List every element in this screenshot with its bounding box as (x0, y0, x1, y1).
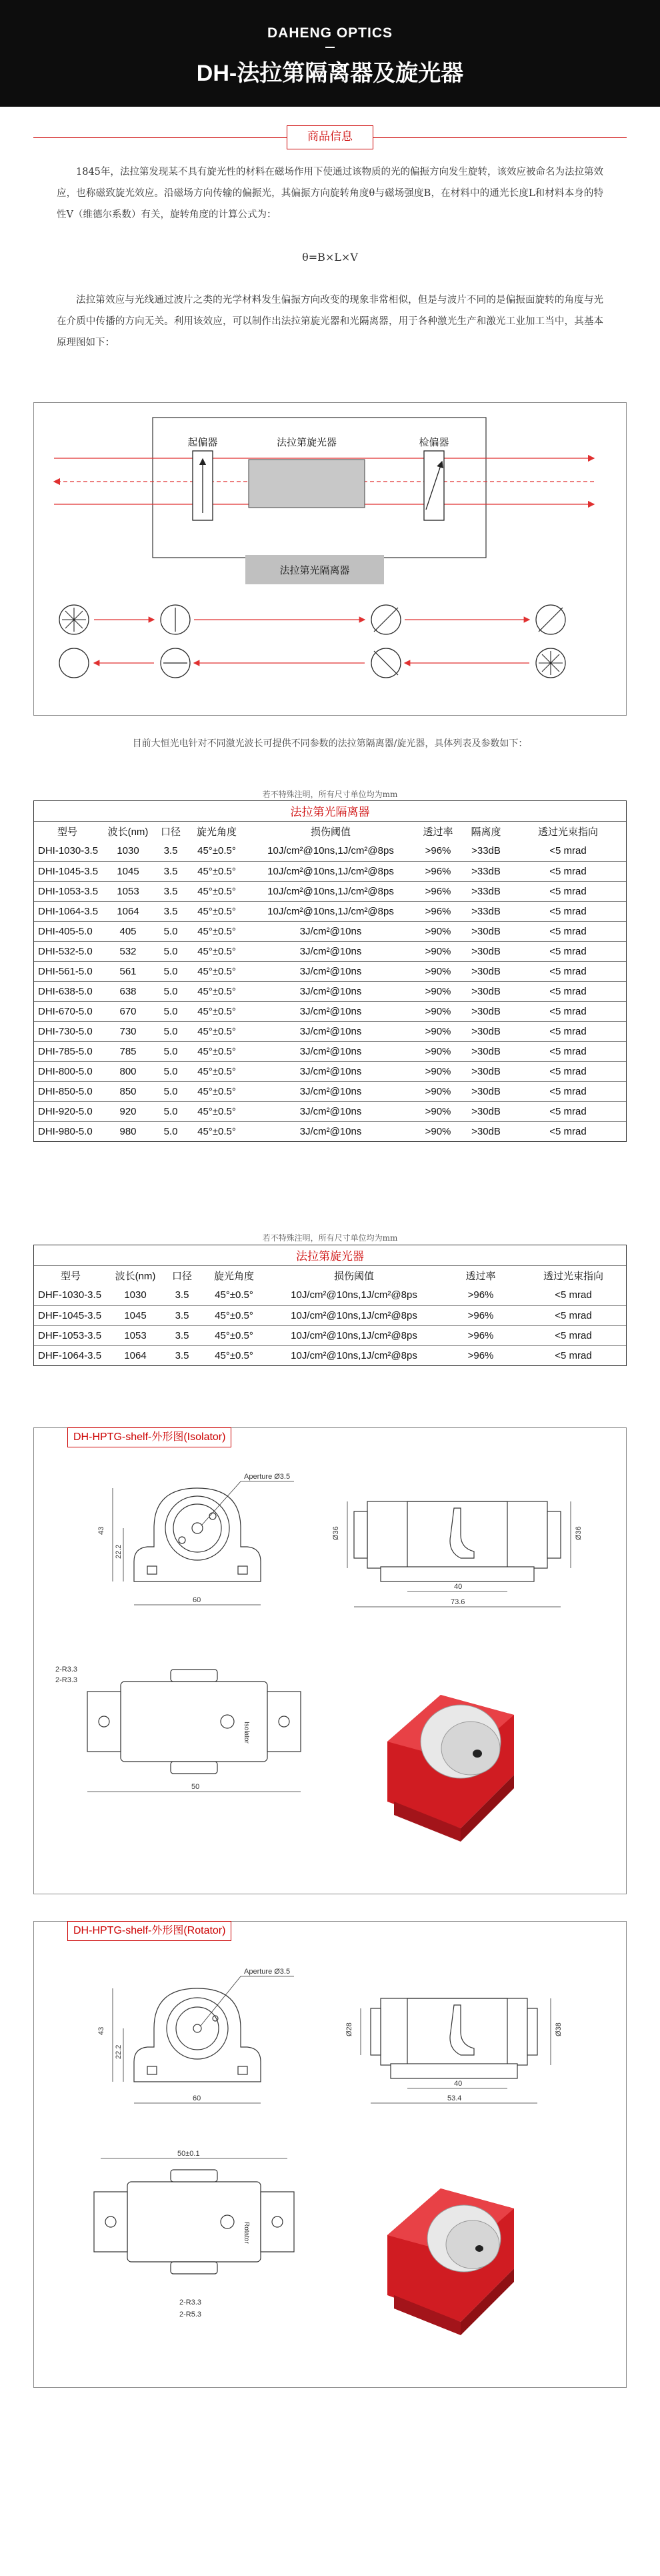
table-cell: 5.0 (163, 1105, 178, 1117)
table-cell: 800 (119, 1065, 137, 1077)
table-cell: DHI-561-5.0 (38, 965, 93, 977)
table-cell: 10J/cm²@10ns,1J/cm²@8ps (267, 845, 394, 857)
isolator-drawing-tag: DH-HPTG-shelf-外形图(Isolator) (67, 1427, 231, 1447)
table-cell: <5 mrad (555, 1289, 592, 1301)
brand-divider (325, 47, 335, 48)
table-cell: <5 mrad (549, 985, 587, 997)
principle-diagram (33, 402, 627, 716)
table-cell: 1030 (117, 845, 139, 857)
isolator-table-row (34, 1121, 626, 1141)
table-cell: 785 (119, 1045, 137, 1057)
isolator-drawing-svg (34, 1428, 627, 1895)
rotator-table (33, 1245, 627, 1366)
isolator-dim-r2: 2-R3.3 (55, 1676, 78, 1684)
table-cell: >90% (425, 925, 451, 937)
info-section-tag: 商品信息 (287, 125, 373, 149)
table-cell: >90% (425, 945, 451, 957)
table-cell: 5.0 (163, 965, 178, 977)
isolator-table-row (34, 921, 626, 941)
table-cell: 10J/cm²@10ns,1J/cm²@8ps (267, 905, 394, 917)
table-cell: >30dB (471, 925, 501, 937)
table-cell: >30dB (471, 1125, 501, 1137)
table-cell: 10J/cm²@10ns,1J/cm²@8ps (291, 1349, 417, 1361)
table-cell: 3J/cm²@10ns (299, 945, 362, 957)
table-cell: DHI-1045-3.5 (38, 865, 99, 877)
table-cell: 45°±0.5° (197, 845, 236, 857)
table-cell: >30dB (471, 965, 501, 977)
table-cell: >30dB (471, 1025, 501, 1037)
col-header: 波长(nm) (115, 1270, 156, 1282)
col-header: 损伤阈值 (310, 826, 351, 838)
table-cell: 45°±0.5° (197, 885, 236, 897)
isolator-table-row (34, 1081, 626, 1101)
isolator-table-row (34, 861, 626, 881)
table-cell: <5 mrad (549, 1085, 587, 1097)
isolator-table-row (34, 1041, 626, 1061)
table-cell: DHI-980-5.0 (38, 1125, 93, 1137)
table-cell: >33dB (471, 905, 501, 917)
table-cell: 3J/cm²@10ns (299, 965, 362, 977)
col-header: 透过光束指向 (537, 826, 598, 838)
col-header: 透过率 (465, 1270, 496, 1282)
table-cell: >96% (467, 1329, 494, 1341)
isolator-table-title: 法拉第光隔离器 (34, 801, 626, 821)
table-cell: 45°±0.5° (197, 985, 236, 997)
table-cell: <5 mrad (555, 1329, 592, 1341)
table-cell: 3.5 (175, 1309, 189, 1321)
table-cell: DHI-920-5.0 (38, 1105, 93, 1117)
table-cell: DHI-532-5.0 (38, 945, 93, 957)
table-cell: 5.0 (163, 1025, 178, 1037)
brand-name: DAHENG OPTICS (267, 25, 393, 41)
isolator-table-header-row (34, 821, 626, 841)
table-cell: 45°±0.5° (197, 905, 236, 917)
table-cell: >33dB (471, 865, 501, 877)
table-cell: DHI-850-5.0 (38, 1085, 93, 1097)
isolator-table-row (34, 941, 626, 961)
table-cell: 3.5 (163, 905, 178, 917)
table-cell: 730 (119, 1025, 137, 1037)
table-cell: 405 (119, 925, 137, 937)
table-cell: >90% (425, 1065, 451, 1077)
principle-diagram-svg (34, 403, 627, 716)
table-cell: >96% (425, 885, 451, 897)
table-cell: 10J/cm²@10ns,1J/cm²@8ps (267, 865, 394, 877)
table-cell: DHF-1030-3.5 (38, 1289, 102, 1301)
table-cell: >30dB (471, 1045, 501, 1057)
table-cell: 5.0 (163, 925, 178, 937)
table-cell: DHI-405-5.0 (38, 925, 93, 937)
table-cell: 1053 (124, 1329, 147, 1341)
isolator-product-render (387, 1695, 514, 1842)
table-cell: 5.0 (163, 1125, 178, 1137)
isolator-table (33, 800, 627, 1142)
col-header: 旋光角度 (213, 1270, 254, 1282)
rotator-dim-43: 43 (97, 2026, 105, 2035)
table-cell: 45°±0.5° (197, 965, 236, 977)
table-cell: <5 mrad (549, 965, 587, 977)
table-cell: 45°±0.5° (197, 1025, 236, 1037)
table-cell: 980 (119, 1125, 137, 1137)
table-cell: 45°±0.5° (215, 1329, 253, 1341)
rotator-table-header-row (34, 1265, 626, 1285)
table-intro-caption: 目前大恒光电针对不同激光波长可提供不同参数的法拉第隔离器/旋光器，具体列表及参数如下： (132, 738, 528, 749)
table-cell: <5 mrad (549, 845, 587, 857)
table-cell: 670 (119, 1005, 137, 1017)
table-cell: >90% (425, 965, 451, 977)
isolator-table-row (34, 1001, 626, 1021)
col-header: 口径 (160, 826, 181, 838)
table-cell: >96% (467, 1289, 494, 1301)
table-cell: 3J/cm²@10ns (299, 925, 362, 937)
rotator-aperture-label: Aperture Ø3.5 (244, 1968, 291, 1976)
table-cell: 850 (119, 1085, 137, 1097)
isolator-drawing-panel (33, 1427, 627, 1894)
table-cell: 3J/cm²@10ns (299, 1065, 362, 1077)
col-header: 型号 (60, 1270, 81, 1282)
table-cell: 3J/cm²@10ns (299, 1125, 362, 1137)
table-cell: DHF-1064-3.5 (38, 1349, 102, 1361)
table-cell: 3.5 (175, 1329, 189, 1341)
col-header: 透过光束指向 (543, 1270, 603, 1282)
table-cell: >90% (425, 1025, 451, 1037)
table-cell: >30dB (471, 1065, 501, 1077)
table-cell: 920 (119, 1105, 137, 1117)
analyzer-label: 检偏器 (419, 436, 449, 448)
rotator-label: 法拉第旋光器 (276, 436, 337, 448)
table-cell: 1045 (124, 1309, 147, 1321)
rotator-drawing-panel (33, 1921, 627, 2388)
table-cell: DHI-785-5.0 (38, 1045, 93, 1057)
col-header: 隔离度 (471, 826, 501, 838)
rotator-table-row (34, 1285, 626, 1305)
col-header: 旋光角度 (196, 826, 237, 838)
table-cell: 45°±0.5° (197, 1085, 236, 1097)
polarizer-label: 起偏器 (187, 436, 218, 448)
table-cell: <5 mrad (549, 1045, 587, 1057)
table-cell: >90% (425, 1045, 451, 1057)
table-cell: <5 mrad (549, 905, 587, 917)
table-cell: DHI-800-5.0 (38, 1065, 93, 1077)
table-cell: >30dB (471, 945, 501, 957)
table-cell: <5 mrad (549, 885, 587, 897)
table-cell: <5 mrad (549, 1065, 587, 1077)
isolator-table-row (34, 1101, 626, 1121)
isolator-table-row (34, 881, 626, 901)
table-cell: >33dB (471, 885, 501, 897)
intro-paragraph: 1845年，法拉第发现某不具有旋光性的材料在磁场作用下使通过该物质的光的偏振方向发生旋转，该效应被命名为法拉第效应，也称磁致旋光效应。沿磁场方向传输的偏振光，其偏振方向旋转角度θ与磁场强度B，在材料中的通光长度L和材料本身的特性V（维德尔系数）有关，旋转角度的计算公式为： (57, 167, 603, 220)
table-cell: 45°±0.5° (197, 865, 236, 877)
rotator-dim-40: 40 (454, 2080, 463, 2088)
isolator-table-body (34, 841, 626, 1141)
isolator-table-row (34, 901, 626, 921)
table-cell: 45°±0.5° (197, 1005, 236, 1017)
table-cell: <5 mrad (549, 945, 587, 957)
rotator-drawing-tag: DH-HPTG-shelf-外形图(Rotator) (67, 1921, 231, 1941)
table-cell: 3.5 (163, 885, 178, 897)
col-header: 损伤阈值 (333, 1270, 374, 1282)
rotator-dim-r1: 2-R3.3 (179, 2299, 202, 2307)
table-cell: 1064 (117, 905, 139, 917)
isolator-dim-22: 22.2 (115, 1544, 123, 1559)
table-cell: 10J/cm²@10ns,1J/cm²@8ps (291, 1329, 417, 1341)
table-cell: >90% (425, 1125, 451, 1137)
isolator-dim-73: 73.6 (451, 1598, 465, 1606)
table-cell: <5 mrad (549, 1125, 587, 1137)
table-cell: DHF-1053-3.5 (38, 1329, 102, 1341)
isolator-dim-40: 40 (454, 1583, 463, 1591)
isolator-aperture-label: Aperture Ø3.5 (244, 1473, 291, 1481)
isolator-dim-r1: 2-R3.3 (55, 1666, 78, 1674)
isolator-table-row (34, 981, 626, 1001)
table-cell: >90% (425, 985, 451, 997)
table-cell: 1053 (117, 885, 139, 897)
table-cell: DHI-1030-3.5 (38, 845, 99, 857)
table-cell: 5.0 (163, 1045, 178, 1057)
table-cell: <5 mrad (549, 865, 587, 877)
rotator-table-note: 若不特殊注明，所有尺寸单位均为mm (262, 1233, 398, 1243)
table-cell: >30dB (471, 1005, 501, 1017)
rotator-table-row (34, 1325, 626, 1345)
table-cell: 45°±0.5° (197, 1065, 236, 1077)
table-cell: 5.0 (163, 1065, 178, 1077)
rotator-product-render (387, 2188, 514, 2335)
isolator-table-note: 若不特殊注明，所有尺寸单位均为mm (262, 790, 398, 799)
table-cell: >30dB (471, 985, 501, 997)
isolator-dim-43: 43 (97, 1526, 105, 1535)
principle-paragraph: 法拉第效应与光线通过波片之类的光学材料发生偏振方向改变的现象非常相似，但是与波片不同的是偏振面旋转的角度与光在介质中传播的方向无关。利用该效应，可以制作出法拉第旋光器和光隔离器，用于各种激光生产和激光工业加工当中，其基本原理图如下： (57, 295, 603, 348)
table-cell: 532 (119, 945, 137, 957)
table-cell: 5.0 (163, 1005, 178, 1017)
table-cell: 3J/cm²@10ns (299, 1105, 362, 1117)
isolator-table-row (34, 961, 626, 981)
rotator-dim-50: 50±0.1 (177, 2150, 200, 2158)
rotator-device-text: Rotator (243, 2222, 250, 2244)
table-cell: 561 (119, 965, 137, 977)
table-cell: <5 mrad (549, 1005, 587, 1017)
table-cell: 5.0 (163, 945, 178, 957)
table-cell: DHI-638-5.0 (38, 985, 93, 997)
rotator-table-row (34, 1345, 626, 1365)
isolator-dim-50: 50 (191, 1783, 200, 1791)
table-cell: DHI-670-5.0 (38, 1005, 93, 1017)
table-cell: >30dB (471, 1085, 501, 1097)
rotator-table-title: 法拉第旋光器 (34, 1245, 626, 1265)
isolator-device-text: Isolator (243, 1722, 250, 1744)
table-cell: 3.5 (163, 845, 178, 857)
isolator-dim-d36b: Ø36 (575, 1526, 583, 1540)
table-cell: 45°±0.5° (215, 1309, 253, 1321)
table-cell: 45°±0.5° (215, 1289, 253, 1301)
isolator-dim-60: 60 (193, 1596, 201, 1604)
isolator-table-row (34, 841, 626, 861)
page-header (0, 0, 660, 107)
table-cell: <5 mrad (549, 925, 587, 937)
table-cell: <5 mrad (549, 1105, 587, 1117)
rotator-dim-r2: 2-R5.3 (179, 2311, 202, 2319)
isolator-table-row (34, 1061, 626, 1081)
rotation-formula: θ=B×L×V (302, 251, 358, 263)
rotator-dim-53: 53.4 (447, 2094, 462, 2102)
table-cell: >30dB (471, 1105, 501, 1117)
isolator-dim-d36a: Ø36 (332, 1526, 340, 1540)
table-cell: DHI-1064-3.5 (38, 905, 99, 917)
table-cell: 3J/cm²@10ns (299, 985, 362, 997)
table-cell: >90% (425, 1085, 451, 1097)
table-cell: <5 mrad (555, 1349, 592, 1361)
table-cell: 1045 (117, 865, 139, 877)
rotator-dim-22: 22.2 (115, 2044, 123, 2059)
table-cell: 1064 (124, 1349, 147, 1361)
page-title: DH-法拉第隔离器及旋光器 (196, 61, 464, 86)
rotator-dim-d38: Ø38 (555, 2022, 563, 2036)
isolator-label: 法拉第光隔离器 (279, 564, 350, 576)
table-cell: 45°±0.5° (197, 1105, 236, 1117)
table-cell: >90% (425, 1105, 451, 1117)
table-cell: 3J/cm²@10ns (299, 1005, 362, 1017)
table-cell: 638 (119, 985, 137, 997)
table-cell: 10J/cm²@10ns,1J/cm²@8ps (291, 1309, 417, 1321)
table-cell: >33dB (471, 845, 501, 857)
table-cell: >96% (467, 1349, 494, 1361)
table-cell: 5.0 (163, 1085, 178, 1097)
table-cell: DHI-1053-3.5 (38, 885, 99, 897)
table-cell: 3J/cm²@10ns (299, 1085, 362, 1097)
rotator-dim-d28: Ø28 (345, 2022, 353, 2036)
table-cell: 3.5 (175, 1349, 189, 1361)
table-cell: 1030 (124, 1289, 147, 1301)
table-cell: DHF-1045-3.5 (38, 1309, 102, 1321)
table-cell: <5 mrad (555, 1309, 592, 1321)
table-cell: 10J/cm²@10ns,1J/cm²@8ps (291, 1289, 417, 1301)
table-cell: 45°±0.5° (215, 1349, 253, 1361)
table-cell: 3J/cm²@10ns (299, 1045, 362, 1057)
rotator-drawing-svg (34, 1922, 627, 2389)
table-cell: DHI-730-5.0 (38, 1025, 93, 1037)
table-cell: >96% (425, 865, 451, 877)
table-cell: 45°±0.5° (197, 1045, 236, 1057)
table-cell: 3.5 (175, 1289, 189, 1301)
table-cell: >96% (425, 905, 451, 917)
table-cell: >90% (425, 1005, 451, 1017)
col-header: 口径 (171, 1270, 192, 1282)
table-cell: <5 mrad (549, 1025, 587, 1037)
table-cell: 45°±0.5° (197, 925, 236, 937)
table-cell: >96% (467, 1309, 494, 1321)
col-header: 型号 (57, 826, 77, 838)
table-cell: 3J/cm²@10ns (299, 1025, 362, 1037)
col-header: 波长(nm) (107, 826, 149, 838)
table-cell: 3.5 (163, 865, 178, 877)
rotator-dim-60: 60 (193, 2094, 201, 2102)
rotator-table-row (34, 1305, 626, 1325)
rotator-table-body (34, 1285, 626, 1365)
col-header: 透过率 (423, 826, 453, 838)
table-cell: >96% (425, 845, 451, 857)
table-cell: 45°±0.5° (197, 945, 236, 957)
table-cell: 10J/cm²@10ns,1J/cm²@8ps (267, 885, 394, 897)
table-cell: 5.0 (163, 985, 178, 997)
table-cell: 45°±0.5° (197, 1125, 236, 1137)
isolator-table-row (34, 1021, 626, 1041)
